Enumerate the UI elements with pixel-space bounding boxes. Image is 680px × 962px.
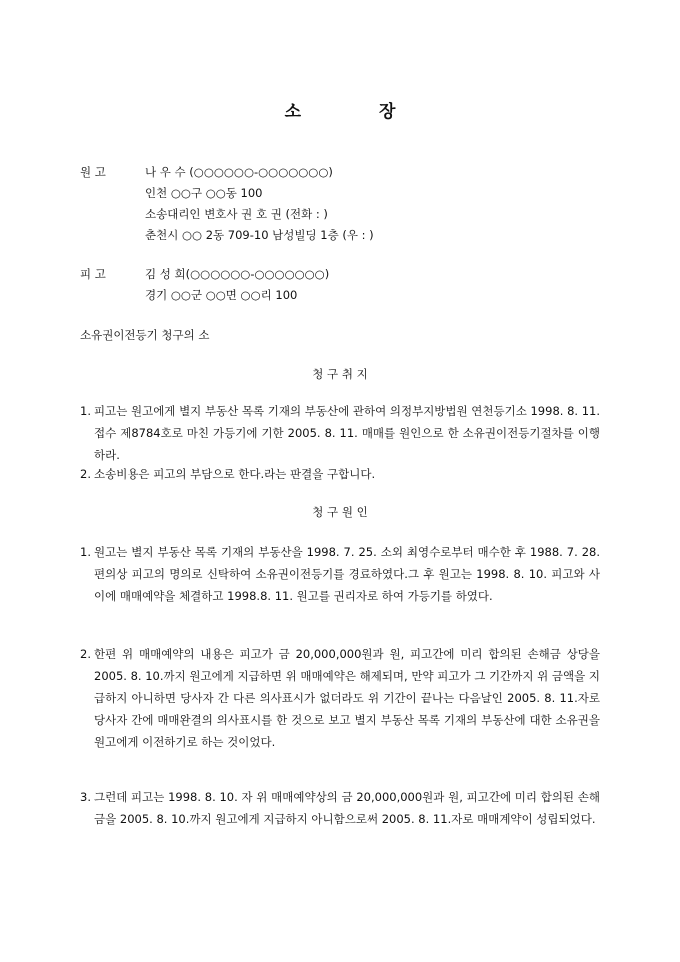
item-text: 한편 위 매매예약의 내용은 피고가 금 20,000,000원과 원, 피고간에 미리 합의된 손해금 상당을 2005. 8. 10.까지 원고에게 지급하면 위 매매예약은 해제되며, 만약 피고가 그 기간까지 위 금액을 지급하지 아니하면 당사자 간 다른 의사표시가 없더라도 위 기간이 끝나는 다음날인 2005. 8. 11.자로 당사자 간에 매매완결의 의사표시를 한 것으로 보고 별지 부동산 목록 기재의 부동산에 대한 소유권을 원고에게 이전하기로 하는 것이었다. [94,647,600,749]
claim-cause-item [80,541,600,607]
document-title [0,97,680,122]
case-title: 소유권이전등기 청구의 소 [80,328,210,342]
title-char-2: 장 [379,102,396,122]
claim-cause-item [80,786,600,830]
defendant-name: 김 성 희(○○○○○○-○○○○○○○) [145,267,330,281]
claim-purpose-item [80,463,600,485]
plaintiff-name: 나 우 수 (○○○○○○-○○○○○○○) [145,165,333,179]
item-text: 소송비용은 피고의 부담으로 한다.라는 판결을 구합니다. [94,467,376,481]
item-number: 1. [80,545,91,559]
plaintiff-address: 인천 ○○구 ○○동 100 [145,186,263,200]
defendant-label: 피 고 [80,267,106,281]
claim-cause-item [80,643,600,753]
item-text: 그런데 피고는 1998. 8. 10. 자 위 매매예약상의 금 20,000,000원과 원, 피고간에 미리 합의된 손해금을 2005. 8. 10.까지 원고에게 지급하지 아니함으로써 2005. 8. 11.자로 매매계약이 성립되었다. [94,790,600,826]
item-text: 피고는 원고에게 별지 부동산 목록 기재의 부동산에 관하여 의정부지방법원 연천등기소 1998. 8. 11. 접수 제8784호로 마친 가등기에 기한 2005. 8. 11. 매매를 원인으로 한 소유권이전등기절차를 이행하라. [94,404,600,462]
defendant-address: 경기 ○○군 ○○면 ○○리 100 [145,288,298,302]
item-number: 1. [80,404,91,418]
plaintiff-label: 원 고 [80,165,106,179]
item-number: 2. [80,647,91,661]
title-char-1: 소 [284,102,301,122]
plaintiff-attorney-address: 춘천시 ○○ 2동 709-10 남성빌딩 1층 (우 : ) [145,228,374,242]
item-number: 2. [80,467,91,481]
plaintiff-attorney: 소송대리인 변호사 권 호 권 (전화 : ) [145,207,328,221]
claim-purpose-heading: 청 구 취 지 [312,367,368,381]
claim-cause-heading: 청 구 원 인 [312,505,368,519]
item-text: 원고는 별지 부동산 목록 기재의 부동산을 1998. 7. 25. 소외 최영수로부터 매수한 후 1988. 7. 28. 편의상 피고의 명의로 신탁하여 소유권이전등기를 경료하였다.그 후 원고는 1998. 8. 10. 피고와 사이에 매매예약을 체결하고 1998.8. 11. 원고를 권리자로 하여 가등기를 하였다. [94,545,600,603]
item-number: 3. [80,790,91,804]
claim-purpose-item [80,400,600,466]
